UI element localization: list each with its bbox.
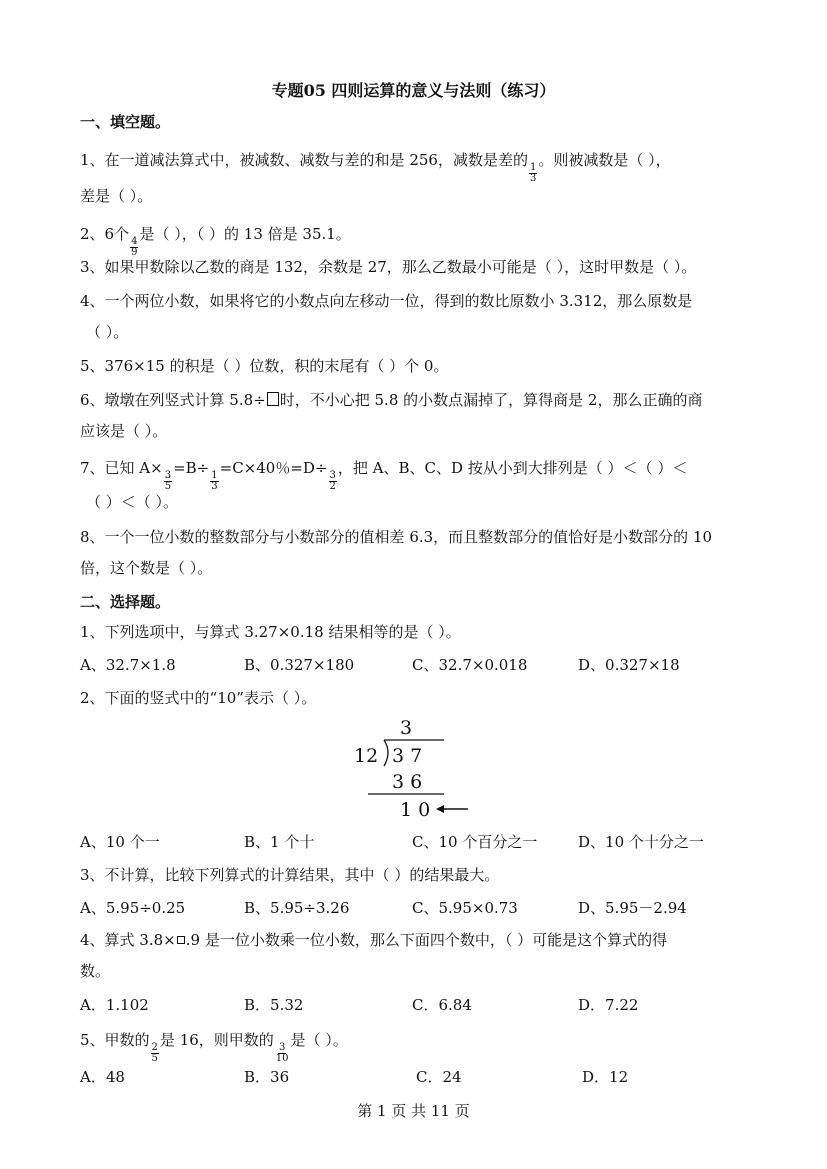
blank-box-icon: [177, 936, 185, 944]
c1-option-d: D、0.327×18: [578, 656, 680, 674]
question-7-cont: （ ）＜（ ）。: [86, 493, 179, 511]
division-product: 3 6: [392, 771, 423, 793]
c2-option-c: C、10 个百分之一: [412, 833, 538, 851]
c2-option-d: D、10 个十分之一: [578, 833, 704, 851]
blank-box-icon: [267, 392, 279, 406]
c5-option-a: A．48: [80, 1068, 125, 1086]
question-3: 3、如果甲数除以乙数的商是 132，余数是 27，那么乙数最小可能是（ ），这时甲数是（ ）。: [80, 258, 697, 276]
c5-fraction-2: $\frac{3}{10}$: [275, 1041, 289, 1064]
c5-fraction-1: $\frac{2}{5}$: [151, 1041, 158, 1064]
choice-question-2: 2、下面的竖式中的“10”表示（ ）。: [80, 689, 317, 707]
c1-option-b: B、0.327×180: [244, 656, 355, 674]
question-4: 4、一个两位小数，如果将它的小数点向左移动一位，得到的数比原数小 3.312，那么原数是: [80, 292, 693, 310]
question-8-cont: 倍，这个数是（ ）。: [80, 559, 213, 577]
division-remainder: 1 0: [400, 799, 431, 821]
question-1: [80, 150, 671, 184]
q2-fraction: $\frac{4}{9}$: [131, 235, 138, 258]
c5-option-c: C．24: [416, 1068, 462, 1086]
q7-fraction-3: $\frac{3}{2}$: [329, 469, 336, 492]
division-quotient: 3: [400, 717, 413, 739]
choice-question-1: 1、下列选项中，与算式 3.27×0.18 结果相等的是（ ）。: [80, 623, 461, 641]
c3-option-b: B、5.95÷3.26: [244, 899, 350, 917]
choice-question-4-cont: 数。: [80, 962, 111, 980]
section-multiple-choice: 二、选择题。: [80, 593, 171, 611]
c5-option-d: D．12: [582, 1068, 629, 1086]
question-6: 6、墩墩在列竖式计算 5.8÷ 时，不小心把 5.8 的小数点漏掉了，算得商是 2，那么正确的商: [80, 391, 703, 409]
division-dividend: 3 7: [392, 745, 423, 767]
c4-option-c: C．6.84: [412, 996, 472, 1014]
question-4-cont: （ ）。: [86, 323, 129, 341]
c1-option-a: A、32.7×1.8: [80, 656, 176, 674]
division-bracket: [384, 740, 388, 766]
q7-fraction-1: $\frac{3}{5}$: [164, 469, 172, 492]
c4-option-b: B．5.32: [244, 996, 304, 1014]
c2-option-b: B、1 个十: [244, 833, 315, 851]
question-7: 7、已知 A× $\frac{3}{5}$ =B÷ $\frac{1}{3}$ =C×40％=D÷ $\frac{3}{2}$ ，把 A、B、C、D 按从小到大排列是（ ）＜（ ）＜: [80, 459, 688, 492]
c2-option-a: A、10 个一: [80, 833, 160, 851]
question-2: 2、6个 $\frac{4}{9}$ 是（ ），（ ）的 13 倍是 35.1。: [80, 225, 351, 258]
choice-question-4: 4、算式 3.8× .9 是一位小数乘一位小数，那么下面四个数中，（ ）可能是这个算式的得: [80, 931, 668, 949]
arrow-left-icon: [436, 805, 468, 813]
page-footer: 第 1 页 共 11 页: [357, 1102, 470, 1120]
section-fill-blank: 一、填空题。: [80, 113, 171, 131]
choice-question-5: 5、甲数的 $\frac{2}{5}$ 是 16，则甲数的 $\frac{3}{10}$ 是（ ）。: [80, 1031, 348, 1064]
long-division-diagram: [340, 712, 480, 824]
q1-fraction: $\frac{1}{3}$: [529, 161, 537, 184]
page-title: 专题05 四则运算的意义与法则（练习）: [271, 81, 556, 100]
c3-option-a: A、5.95÷0.25: [80, 899, 186, 917]
question-1-cont: 差是（ ）。: [80, 187, 153, 205]
c5-option-b: B．36: [244, 1068, 290, 1086]
c3-option-c: C、5.95×0.73: [412, 899, 518, 917]
q1-text-a: 1、在一道减法算式中，被减数、减数与差的和是 256，减数是差的: [80, 151, 528, 169]
question-6-cont: 应该是（ ）。: [80, 422, 168, 440]
c1-option-c: C、32.7×0.018: [412, 656, 528, 674]
q7-fraction-2: $\frac{1}{3}$: [211, 469, 218, 492]
q1-text-b: 。则被减数是（ ），: [538, 151, 671, 169]
division-divisor: 12: [354, 745, 379, 767]
c4-option-a: A．1.102: [80, 996, 149, 1014]
choice-question-3: 3、不计算，比较下列算式的计算结果，其中（ ）的结果最大。: [80, 866, 500, 884]
c3-option-d: D、5.95－2.94: [578, 899, 687, 917]
question-8: 8、一个一位小数的整数部分与小数部分的值相差 6.3，而且整数部分的值恰好是小数部分的 10: [80, 528, 713, 546]
question-5: 5、376×15 的积是（ ）位数，积的末尾有（ ）个 0。: [80, 357, 449, 375]
c4-option-d: D．7.22: [578, 996, 639, 1014]
